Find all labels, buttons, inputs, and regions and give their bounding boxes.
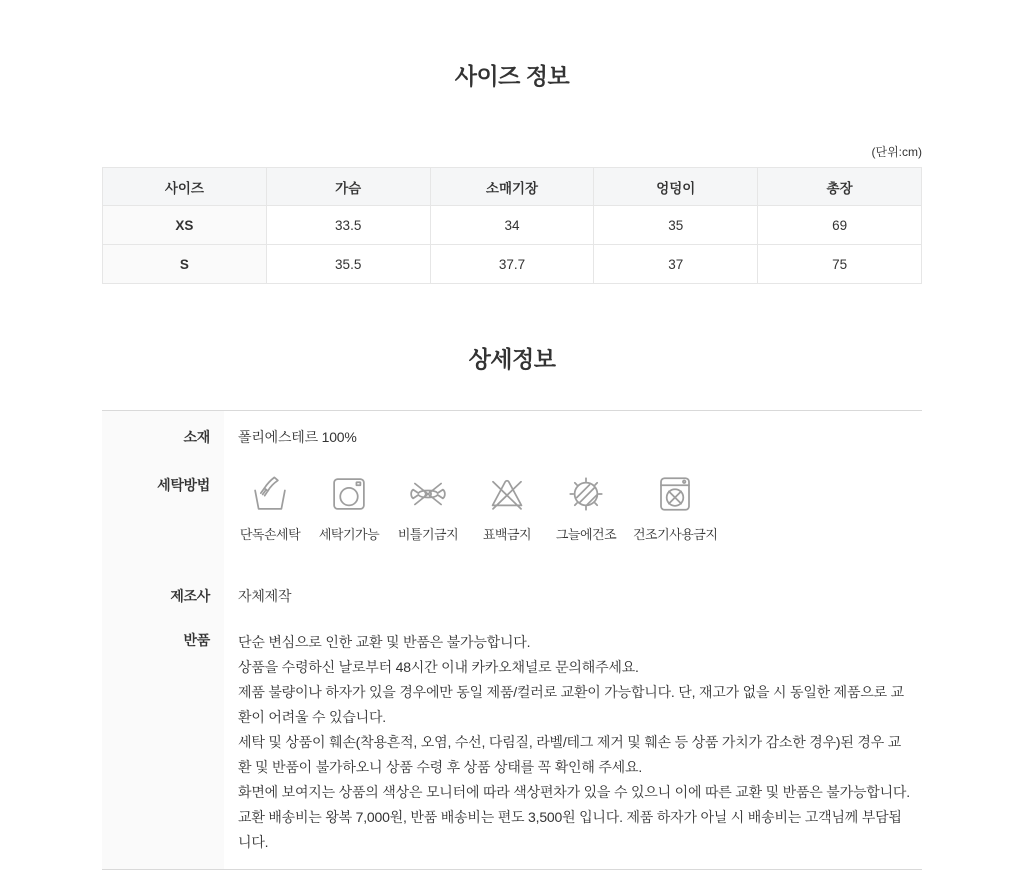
size-table-header-row [103, 168, 922, 206]
value-cell: 37.7 [430, 245, 594, 284]
washing-method-row [102, 459, 922, 569]
table-row [103, 245, 922, 284]
returns-line: 단순 변심으로 인한 교환 및 반품은 불가능합니다. [238, 634, 531, 650]
care-item-label: 단독손세탁 [239, 527, 301, 542]
manufacturer-label: 제조사 [102, 569, 224, 616]
care-item-no-tumble-dry [633, 473, 717, 543]
returns-line: 화면에 보여지는 상품의 색상은 모니터에 따라 색상편차가 있을 수 있으니 이에 따른 교환 및 반품은 불가능합니다. [238, 784, 910, 800]
value-cell: 37 [594, 245, 758, 284]
returns-line: 교환 배송비는 왕복 7,000원, 반품 배송비는 편도 3,500원 입니다. 제품 하자가 아닐 시 배송비는 고객님께 부담됩니다. [238, 809, 902, 850]
washing-method-label: 세탁방법 [102, 459, 224, 569]
care-item-label: 비틀기금지 [397, 527, 459, 542]
returns-line: 제품 불량이나 하자가 있을 경우에만 동일 제품/컬러로 교환이 가능합니다. 단, 재고가 없을 시 동일한 제품으로 교환이 어려울 수 있습니다. [238, 684, 904, 725]
detail-section-title: 상세정보 [468, 346, 556, 372]
size-table [102, 167, 922, 284]
value-cell: 35 [594, 206, 758, 245]
size-cell-s: S [103, 245, 267, 284]
detail-info-section [102, 410, 922, 870]
size-table-header-hip: 엉덩이 [594, 168, 758, 206]
material-value: 폴리에스테르 100% [238, 429, 357, 445]
no-tumble-dry-icon [654, 473, 696, 515]
returns-policy-text [224, 616, 922, 869]
value-cell: 69 [758, 206, 922, 245]
value-cell: 75 [758, 245, 922, 284]
material-label: 소재 [102, 411, 224, 459]
size-cell-xs: XS [103, 206, 267, 245]
manufacturer-value: 자체제작 [238, 588, 292, 604]
care-item-no-bleach [475, 473, 539, 543]
returns-row [102, 616, 922, 869]
table-row [103, 206, 922, 245]
care-item-hand-wash [238, 473, 302, 543]
value-cell: 33.5 [266, 206, 430, 245]
no-bleach-icon [486, 473, 528, 515]
material-row [102, 411, 922, 459]
size-table-header-size: 사이즈 [103, 168, 267, 206]
hand-wash-icon [249, 473, 291, 515]
care-item-no-wring [396, 473, 460, 543]
care-item-shade-dry [554, 473, 618, 543]
shade-dry-icon [565, 473, 607, 515]
size-table-header-sleeve: 소매기장 [430, 168, 594, 206]
returns-line: 상품을 수령하신 날로부터 48시간 이내 카카오채널로 문의해주세요. [238, 659, 639, 675]
value-cell: 34 [430, 206, 594, 245]
size-table-header-chest: 가슴 [266, 168, 430, 206]
care-icon-list [238, 473, 914, 543]
returns-line: 세탁 및 상품이 훼손(착용흔적, 오염, 수선, 다림질, 라벨/테그 제거 및 훼손 등 상품 가치가 감소한 경우)된 경우 교환 및 반품이 불가하오니 상품 수령 후 상품 상태를 꼭 확인해 주세요. [238, 734, 902, 775]
care-item-label: 표백금지 [482, 527, 532, 542]
size-table-header-length: 총장 [758, 168, 922, 206]
value-cell: 35.5 [266, 245, 430, 284]
manufacturer-row [102, 569, 922, 616]
care-item-label: 건조기사용금지 [633, 527, 718, 542]
returns-label: 반품 [102, 616, 224, 869]
machine-wash-icon [328, 473, 370, 515]
care-item-label: 세탁기가능 [318, 527, 380, 542]
size-section-title: 사이즈 정보 [454, 63, 570, 89]
no-wring-icon [407, 473, 449, 515]
unit-label: (단위:cm) [871, 145, 922, 159]
care-item-machine-wash [317, 473, 381, 543]
care-item-label: 그늘에건조 [555, 527, 617, 542]
